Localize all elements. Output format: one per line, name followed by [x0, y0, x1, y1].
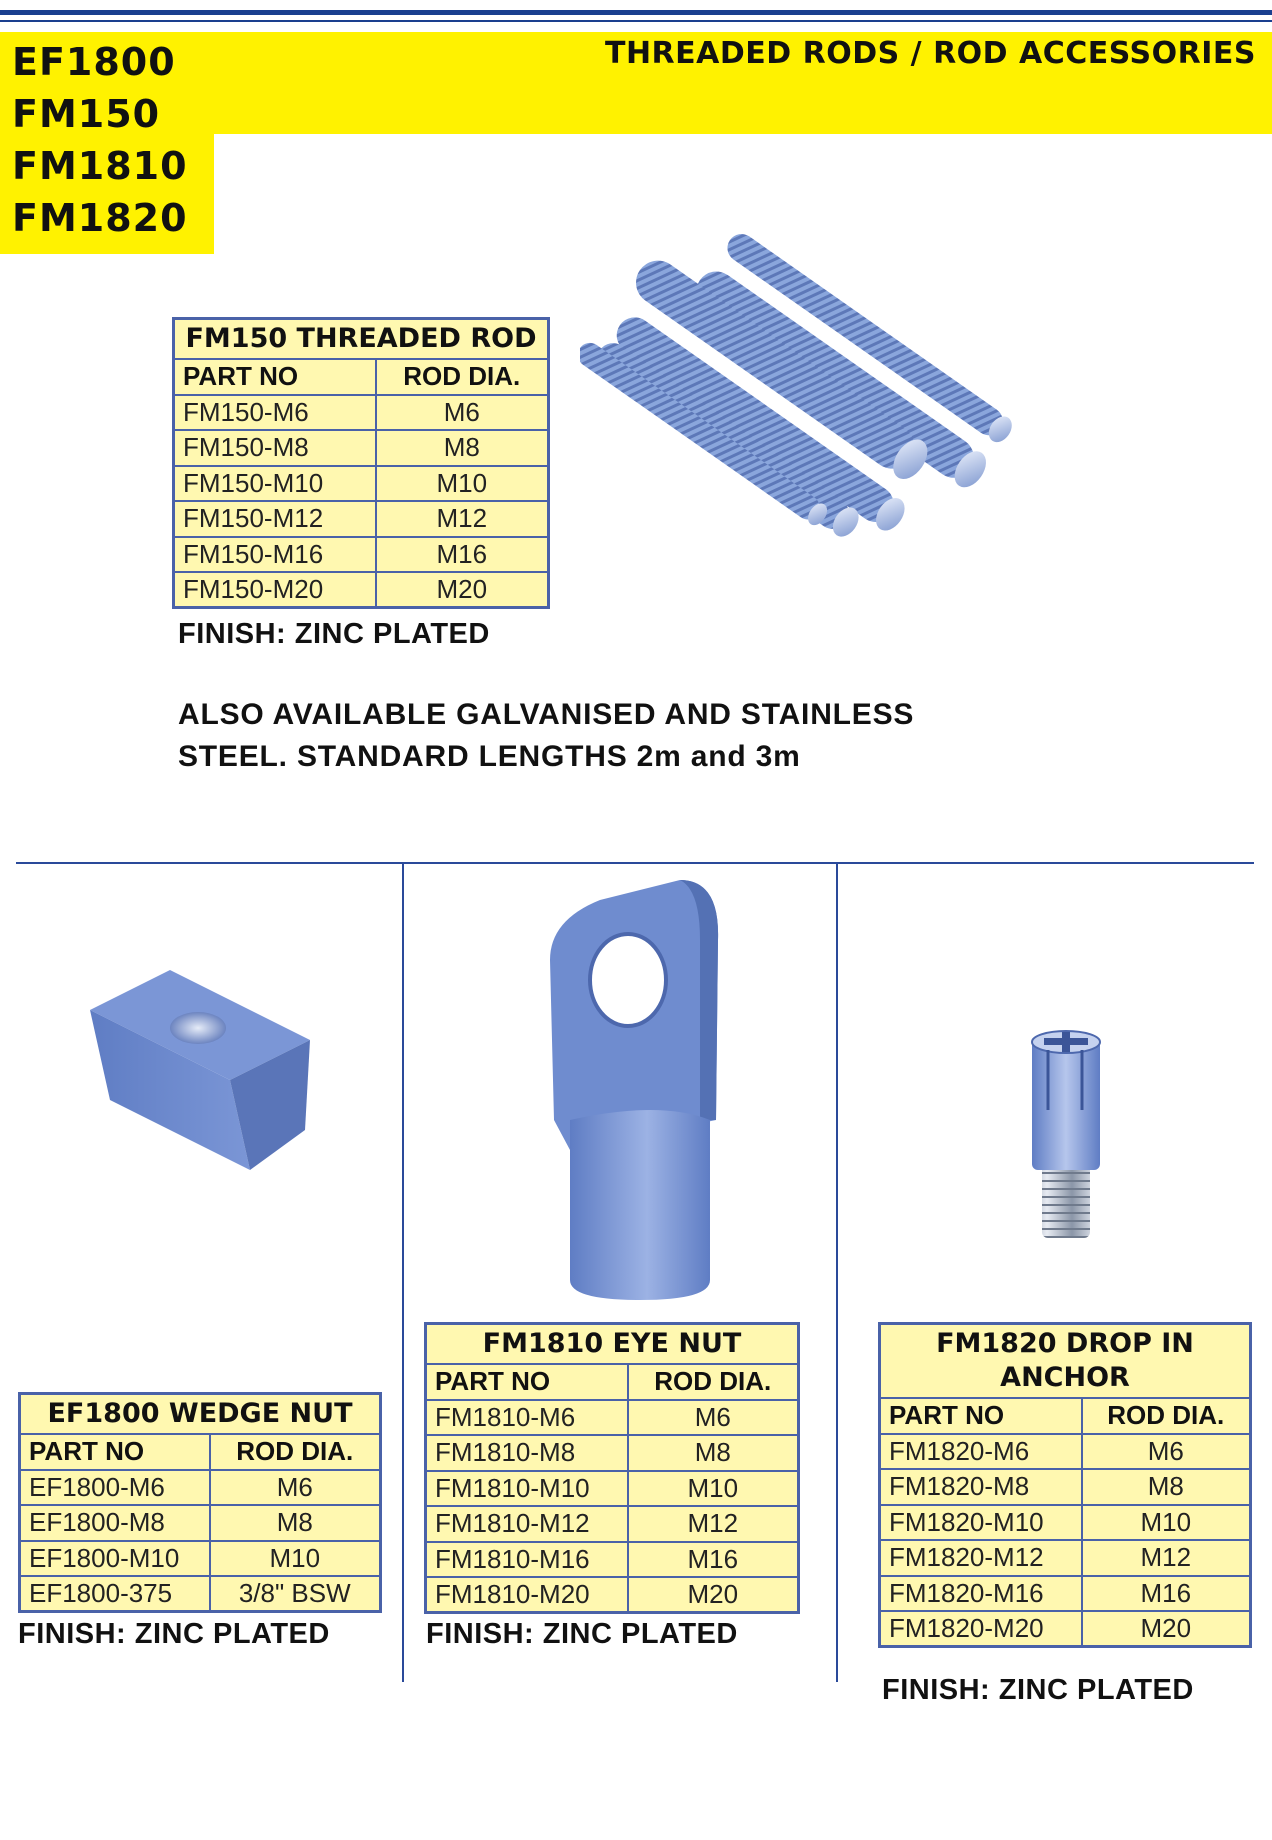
dia-cell: M10 [628, 1471, 799, 1507]
part-cell: FM1820-M20 [880, 1611, 1082, 1647]
dia-cell: M8 [376, 430, 549, 466]
table-row [20, 1505, 381, 1541]
part-cell: EF1800-M10 [20, 1541, 210, 1577]
column-header-dia: ROD DIA. [628, 1364, 799, 1400]
top-rule-thin [0, 20, 1272, 22]
part-cell: FM1810-M10 [426, 1471, 628, 1507]
part-cell: FM1810-M20 [426, 1577, 628, 1613]
table-row [20, 1576, 381, 1612]
dia-cell: M8 [628, 1435, 799, 1471]
table-title: FM1810 EYE NUT [426, 1324, 799, 1365]
part-cell: FM1820-M12 [880, 1540, 1082, 1576]
note-line: ALSO AVAILABLE GALVANISED AND STAINLESS [178, 698, 915, 731]
part-cell: EF1800-375 [20, 1576, 210, 1612]
dia-cell: M10 [210, 1541, 381, 1577]
column-divider [402, 862, 404, 1682]
top-rule-thick [0, 10, 1272, 15]
dia-cell: M8 [1082, 1469, 1251, 1505]
threaded-rod-finish: FINISH: ZINC PLATED [178, 618, 490, 650]
column-header-part: PART NO [426, 1364, 628, 1400]
table-row [20, 1541, 381, 1577]
eye-nut-table [424, 1322, 800, 1614]
column-header-dia: ROD DIA. [1082, 1398, 1251, 1434]
dia-cell: M6 [1082, 1434, 1251, 1470]
part-cell: FM150-M10 [174, 466, 376, 502]
dia-cell: M20 [376, 572, 549, 608]
dia-cell: M6 [628, 1400, 799, 1436]
part-cell: FM1820-M10 [880, 1505, 1082, 1541]
table-row [880, 1469, 1251, 1505]
threaded-rods-image [580, 210, 1110, 590]
dia-cell: M16 [1082, 1576, 1251, 1612]
part-cell: FM1810-M12 [426, 1506, 628, 1542]
part-cell: FM150-M12 [174, 501, 376, 537]
dia-cell: M20 [1082, 1611, 1251, 1647]
column-divider [836, 862, 838, 1682]
product-code: FM150 [12, 92, 161, 136]
drop-in-anchor-table [878, 1322, 1252, 1648]
threaded-rod-table [172, 317, 550, 609]
part-cell: FM150-M16 [174, 537, 376, 573]
dia-cell: M6 [376, 395, 549, 431]
product-code: EF1800 [12, 40, 176, 84]
dia-cell: M20 [628, 1577, 799, 1613]
table-row [174, 501, 549, 537]
dia-cell: M10 [1082, 1505, 1251, 1541]
table-row [174, 537, 549, 573]
dia-cell: M12 [376, 501, 549, 537]
table-row [426, 1577, 799, 1613]
table-title-line: ANCHOR [1000, 1362, 1130, 1393]
table-row [174, 572, 549, 608]
wedge-nut-image [80, 970, 320, 1190]
table-row [880, 1505, 1251, 1541]
dia-cell: M16 [376, 537, 549, 573]
note-line: STEEL. STANDARD LENGTHS 2m and 3m [178, 740, 801, 773]
drop-in-anchor-finish: FINISH: ZINC PLATED [882, 1674, 1194, 1706]
column-header-dia: ROD DIA. [376, 359, 549, 395]
table-title: FM150 THREADED ROD [174, 319, 549, 360]
part-cell: FM1820-M6 [880, 1434, 1082, 1470]
part-cell: EF1800-M8 [20, 1505, 210, 1541]
page-title: THREADED RODS / ROD ACCESSORIES [604, 36, 1256, 71]
dia-cell: 3/8" BSW [210, 1576, 381, 1612]
product-code-list [12, 36, 188, 244]
product-code: FM1820 [12, 196, 188, 240]
table-row [880, 1540, 1251, 1576]
drop-in-anchor-image [1022, 1030, 1112, 1240]
table-row [426, 1542, 799, 1578]
column-header-part: PART NO [880, 1398, 1082, 1434]
dia-cell: M12 [1082, 1540, 1251, 1576]
dia-cell: M10 [376, 466, 549, 502]
table-row [426, 1400, 799, 1436]
part-cell: FM150-M20 [174, 572, 376, 608]
table-row [174, 430, 549, 466]
table-row [174, 395, 549, 431]
table-title-line: FM1820 DROP IN [936, 1328, 1194, 1359]
column-header-part: PART NO [174, 359, 376, 395]
table-title: EF1800 WEDGE NUT [20, 1394, 381, 1435]
part-cell: FM1810-M6 [426, 1400, 628, 1436]
table-row [20, 1470, 381, 1506]
eye-nut-finish: FINISH: ZINC PLATED [426, 1618, 738, 1650]
wedge-nut-table [18, 1392, 382, 1613]
table-row [174, 466, 549, 502]
table-title [880, 1324, 1251, 1399]
part-cell: FM1820-M8 [880, 1469, 1082, 1505]
dia-cell: M8 [210, 1505, 381, 1541]
table-row [426, 1471, 799, 1507]
wedge-nut-finish: FINISH: ZINC PLATED [18, 1618, 330, 1650]
table-row [880, 1611, 1251, 1647]
dia-cell: M12 [628, 1506, 799, 1542]
table-row [880, 1434, 1251, 1470]
column-header-part: PART NO [20, 1434, 210, 1470]
part-cell: FM1820-M16 [880, 1576, 1082, 1612]
column-header-dia: ROD DIA. [210, 1434, 381, 1470]
part-cell: FM150-M6 [174, 395, 376, 431]
product-code: FM1810 [12, 144, 188, 188]
part-cell: FM1810-M8 [426, 1435, 628, 1471]
part-cell: FM1810-M16 [426, 1542, 628, 1578]
part-cell: FM150-M8 [174, 430, 376, 466]
section-divider [16, 862, 1254, 864]
dia-cell: M6 [210, 1470, 381, 1506]
table-row [426, 1435, 799, 1471]
dia-cell: M16 [628, 1542, 799, 1578]
part-cell: EF1800-M6 [20, 1470, 210, 1506]
eye-nut-image [540, 880, 740, 1300]
availability-note [178, 694, 914, 778]
table-row [426, 1506, 799, 1542]
table-row [880, 1576, 1251, 1612]
